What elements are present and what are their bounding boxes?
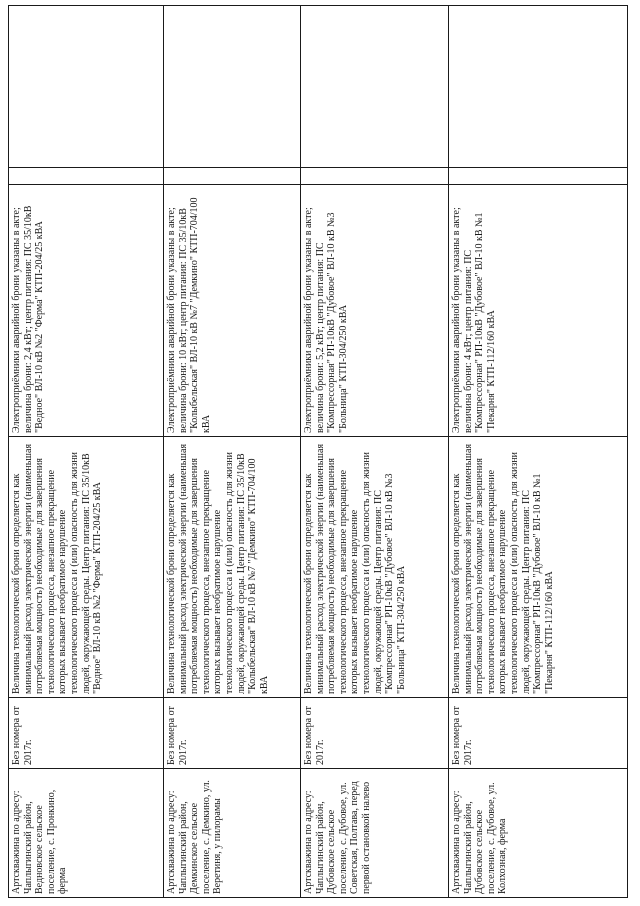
act-number-cell: Без номера от 2017г. (301, 698, 449, 769)
table-row (164, 6, 301, 898)
emergency-reserve-cell: Электроприёмники аварийной брони указаны в акте; величина брони: 10 кВт; центр питания: ПС 35/10кВ "Колыбельская" ВЛ-10 кВ №7 "Демкино" КТП-704/100 кВА (164, 185, 301, 437)
act-number-cell: Без номера от 2017г. (9, 698, 164, 769)
table-row (301, 6, 449, 898)
blank-cell (301, 168, 449, 185)
blank-cell (9, 6, 164, 168)
blank-cell (449, 168, 628, 185)
technological-reserve-cell: Величина технологической брони определяется как минимальный расход электрической энергии (наименьшая потребляемая мощность) необходимые для завершения технологического процесса, внезапное прекращение которых вызывает необратимое нарушение технологического процесса и (или) опасность для жизни людей, окружающей среды. Центр питания: ПС 35/10кВ "Колыбельская" ВЛ-10 кВ №7 "Демкино" КТП-704/100 кВА (164, 437, 301, 698)
blank-cell (301, 6, 449, 168)
technological-reserve-cell: Величина технологической брони определяется как минимальный расход электрической энергии (наименьшая потребляемая мощность) необходимые для завершения технологического процесса, внезапное прекращение которых вызывает необратимое нарушение технологического процесса и (или) опасность для жизни людей, окружающей среды. Центр питания: ПС 35/10кВ "Ведное" ВЛ-10 кВ №2 "Ферма" КТП-204/25 кВА (9, 437, 164, 698)
location-cell: Артскважина по адресу: Чаплыгинский район, Дубовское сельское поселение, с. Дубовое, ул. Колхозная, ферма (449, 769, 628, 898)
rotated-page (8, 6, 627, 898)
act-number-cell: Без номера от 2017г. (449, 698, 628, 769)
emergency-reserve-cell: Электроприёмники аварийной брони указаны в акте; величина брони: 2,4 кВт; центр питания: ПС 35/10кВ "Ведное" ВЛ-10 кВ №2 "Ферма" КТП-204/25 кВА (9, 185, 164, 437)
reservation-table (8, 5, 628, 898)
technological-reserve-cell: Величина технологической брони определяется как минимальный расход электрической энергии (наименьшая потребляемая мощность) необходимые для завершения технологического процесса, внезапное прекращение которых вызывает необратимое нарушение технологического процесса и (или) опасность для жизни людей, окружающей среды. Центр питания: ПС "Компрессорная" РП-10кВ "Дубовое" ВЛ-10 кВ №3 "Больница" КТП-304/250 кВА (301, 437, 449, 698)
blank-cell (164, 6, 301, 168)
table-row (9, 6, 164, 898)
emergency-reserve-cell: Электроприёмники аварийной брони указаны в акте; величина брони: 4 кВт; центр питания: ПС "Компрессорная" РП-10кВ "Дубовое" ВЛ-10 кВ №1 "Пекарня" КТП-112/160 кВА (449, 185, 628, 437)
location-cell: Артскважина по адресу: Чаплыгинский район, Дубовское сельское поселение, с. Дубовое, ул. Советская, Полтава, перед первой остановкой налево (301, 769, 449, 898)
emergency-reserve-cell: Электроприёмники аварийной брони указаны в акте; величина брони: 5,2 кВт; центр питания: ПС "Компрессорная" РП-10кВ "Дубовое" ВЛ-10 кВ №3 "Больница" КТП-304/250 кВА (301, 185, 449, 437)
act-number-cell: Без номера от 2017г. (164, 698, 301, 769)
blank-cell (164, 168, 301, 185)
table-row (449, 6, 628, 898)
location-cell: Артскважина по адресу: Чаплыгинский район, Ведновское сельское поселение, с. Пронкино, ферма (9, 769, 164, 898)
location-cell: Артскважина по адресу: Чаплыгинский район, Демкинское сельское поселение, с. Демкино, ул. Веретиня, у пилорамы (164, 769, 301, 898)
blank-cell (449, 6, 628, 168)
technological-reserve-cell: Величина технологической брони определяется как минимальный расход электрической энергии (наименьшая потребляемая мощность) необходимые для завершения технологического процесса, внезапное прекращение которых вызывает необратимое нарушение технологического процесса и (или) опасность для жизни людей, окружающей среды. Центр питания: ПС "Компрессорная" РП-10кВ "Дубовое" ВЛ-10 кВ №1 "Пекарня" КТП-112/160 кВА (449, 437, 628, 698)
blank-cell (9, 168, 164, 185)
